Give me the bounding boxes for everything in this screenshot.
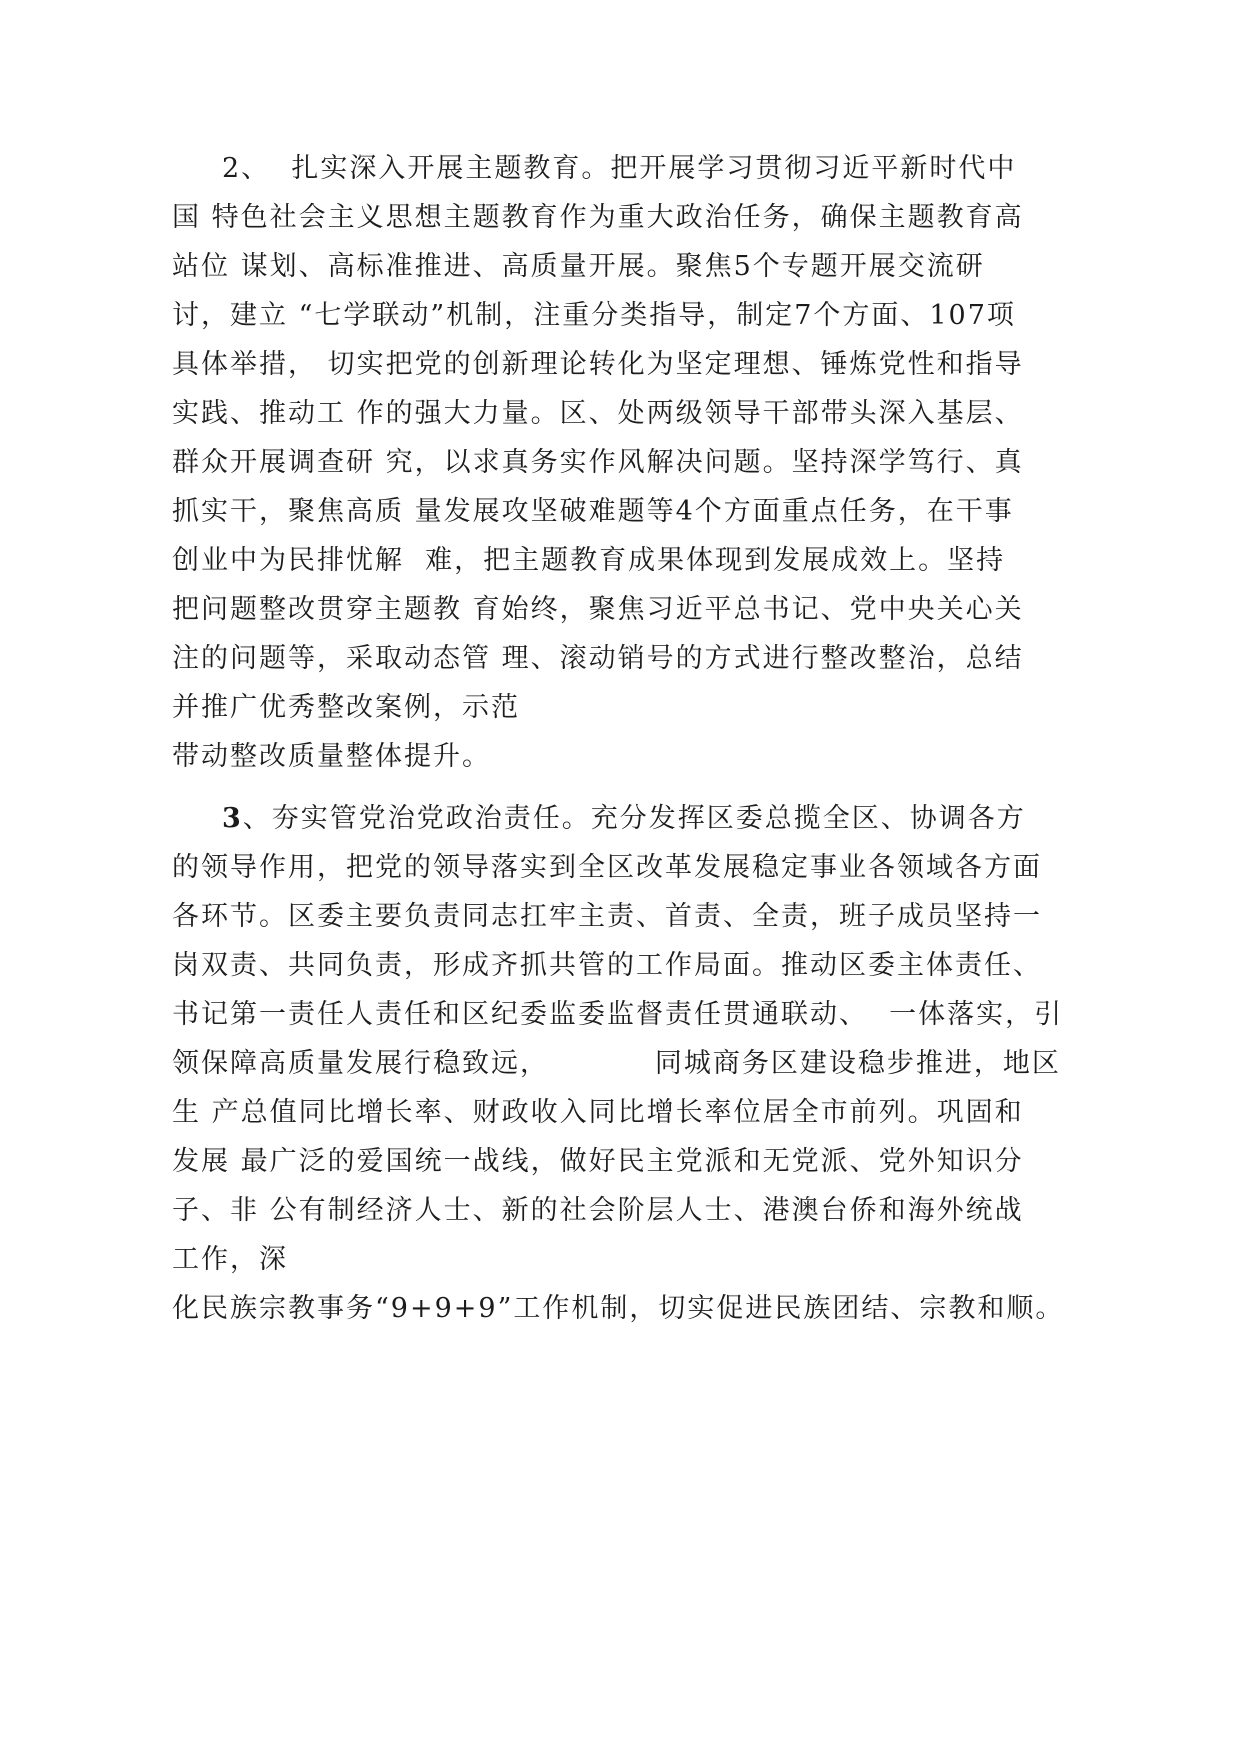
- paragraph-3-number: 3: [222, 803, 243, 834]
- paragraph-3-line-4: 岗双责、共同负责，形成齐抓共管的工作局面。推动区委主体责任、: [172, 950, 1042, 981]
- paragraph-3-line-1-text: 、夯实管党治党政治责任。充分发挥区委总揽全区、协调各方: [242, 803, 1026, 834]
- paragraph-2-line-13: 带动整改质量整体提升。: [172, 741, 491, 772]
- paragraph-2-line-9: 创业中为民排忧解 难，把主题教育成果体现到发展成效上。坚持: [172, 545, 1006, 576]
- paragraph-2-line-7: 群众开展调查研 究，以求真务实作风解决问题。坚持深学笃行、真: [172, 447, 1024, 478]
- paragraph-3-line-11: 化民族宗教事务“9+9+9”工作机制，切实促进民族团结、宗教和顺。: [172, 1293, 1065, 1324]
- paragraph-2-line-11: 注的问题等，采取动态管 理、滚动销号的方式进行整改整治，总结: [172, 643, 1024, 674]
- paragraph-2-line-4: 讨，建立 “七学联动”机制，注重分类指导，制定7个方面、107项: [172, 300, 1016, 331]
- paragraph-3-line-7: 生 产总值同比增长率、财政收入同比增长率位居全市前列。巩固和: [172, 1097, 1024, 1128]
- paragraph-2-line-5: 具体举措， 切实把党的创新理论转化为坚定理想、锤炼党性和指导: [172, 349, 1024, 380]
- paragraph-3-line-5: 书记第一责任人责任和区纪委监委监督责任贯通联动、 一体落实，引: [172, 999, 1064, 1030]
- paragraph-3-line-9: 子、非 公有制经济人士、新的社会阶层人士、港澳台侨和海外统战: [172, 1195, 1024, 1226]
- paragraph-3-line-10: 工作，深: [172, 1244, 288, 1275]
- paragraph-3-line-8: 发展 最广泛的爱国统一战线，做好民主党派和无党派、党外知识分: [172, 1146, 1024, 1177]
- paragraph-3-line-1: [222, 802, 1026, 836]
- paragraph-2-line-10: 把问题整改贯穿主题教 育始终，聚焦习近平总书记、党中央关心关: [172, 594, 1024, 625]
- paragraph-3-line-2: 的领导作用，把党的领导落实到全区改革发展稳定事业各领域各方面: [172, 852, 1042, 883]
- paragraph-3-line-3: 各环节。区委主要负责同志扛牢主责、首责、全责，班子成员坚持一: [172, 901, 1042, 932]
- paragraph-3-line-6: 领保障高质量发展行稳致远， 同城商务区建设稳步推进，地区: [172, 1048, 1061, 1079]
- paragraph-2-line-2: 国 特色社会主义思想主题教育作为重大政治任务，确保主题教育高: [172, 202, 1024, 233]
- paragraph-2-line-1: 2、 扎实深入开展主题教育。把开展学习贯彻习近平新时代中: [222, 153, 1017, 184]
- paragraph-2-line-12: 并推广优秀整改案例，示范: [172, 692, 520, 723]
- paragraph-2-line-8: 抓实干，聚焦高质 量发展攻坚破难题等4个方面重点任务，在干事: [172, 496, 1014, 527]
- paragraph-2-line-3: 站位 谋划、高标准推进、高质量开展。聚焦5个专题开展交流研: [172, 251, 985, 282]
- paragraph-2-line-6: 实践、推动工 作的强大力量。区、处两级领导干部带头深入基层、: [172, 398, 1024, 429]
